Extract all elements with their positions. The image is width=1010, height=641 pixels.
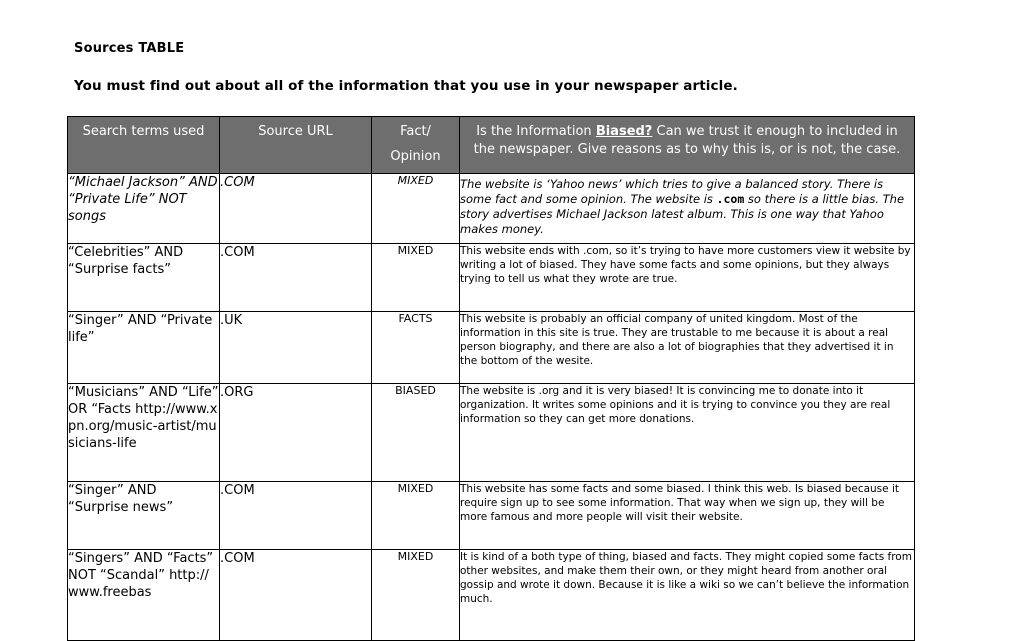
fact-opinion-cell: MIXED xyxy=(372,550,460,641)
source-url-cell: .COM xyxy=(220,174,372,244)
fact-opinion-cell: MIXED xyxy=(372,244,460,312)
table-row xyxy=(68,312,915,384)
header-fact-opinion xyxy=(372,117,460,174)
table-row xyxy=(68,174,915,244)
table-header-row xyxy=(68,117,915,174)
instruction-text: You must find out about all of the information that you use in your newspaper article. xyxy=(74,78,738,94)
search-terms-cell: “Celebrities” AND “Surprise facts” xyxy=(68,244,220,312)
header-biased xyxy=(460,117,915,174)
header-source-url: Source URL xyxy=(220,117,372,174)
header-fact-opinion-line2: Opinion xyxy=(390,149,441,164)
source-url-cell: .ORG xyxy=(220,384,372,482)
table-row xyxy=(68,482,915,550)
reason-bold-domain: .com xyxy=(716,192,745,206)
reason-text: The website is ‘Yahoo news’ which tries to give a balanced story. There is some fact and some opinion. The website is xyxy=(460,177,884,206)
search-terms-cell: “Singers” AND “Facts” NOT “Scandal” http://www.freebas xyxy=(68,550,220,641)
sources-table xyxy=(67,116,915,641)
source-url-cell: .COM xyxy=(220,550,372,641)
header-biased-word: Biased? xyxy=(595,124,653,139)
source-url-cell: .COM xyxy=(220,244,372,312)
reason-cell: This website is probably an official company of united kingdom. Most of the information in this site is true. They are trustable to me because it is about a real person biography, and there are also a lot of biographies that they advertised it in the bottom of the wesite. xyxy=(460,312,915,384)
reason-cell: This website ends with .com, so it’s trying to have more customers view it website by writing a lot of biased. They have some facts and some opinions, but they always trying to tell us what they wrote are true. xyxy=(460,244,915,312)
reason-cell: This website has some facts and some biased. I think this web. Is biased because it require sign up to see some information. That way when we sign up, they will be more famous and more people will visit their website. xyxy=(460,482,915,550)
header-biased-prefix: Is the Information xyxy=(476,124,596,139)
header-fact-opinion-line1: Fact/ xyxy=(400,124,431,139)
search-terms-cell: “Singer” AND “Surprise news” xyxy=(68,482,220,550)
reason-cell: The website is .org and it is very biased! It is convincing me to donate into it organization. It writes some opinions and it is trying to convince you they are real information so they can get more donations. xyxy=(460,384,915,482)
reason-cell xyxy=(460,174,915,244)
source-url-cell: .COM xyxy=(220,482,372,550)
reason-cell: It is kind of a both type of thing, biased and facts. They might copied some facts from other websites, and make them their own, or they might heard from another oral gossip and wrote it down. Because it is like a wiki so we can’t believe the information much. xyxy=(460,550,915,641)
table-row xyxy=(68,244,915,312)
fact-opinion-cell: BIASED xyxy=(372,384,460,482)
table-row xyxy=(68,384,915,482)
search-terms-cell: “Michael Jackson” AND “Private Life” NOT songs xyxy=(68,174,220,244)
fact-opinion-cell: FACTS xyxy=(372,312,460,384)
fact-opinion-cell: MIXED xyxy=(372,482,460,550)
source-url-cell: .UK xyxy=(220,312,372,384)
header-search-terms: Search terms used xyxy=(68,117,220,174)
header-biased-suffix: Can we trust it enough to included in the newspaper. Give reasons as to why this is, or is not, the case. xyxy=(473,124,901,157)
document-title: Sources TABLE xyxy=(74,41,185,56)
table-row xyxy=(68,550,915,641)
search-terms-cell: “Musicians” AND “Life” OR “Facts http://www.xpn.org/music-artist/musicians-life xyxy=(68,384,220,482)
reason-text: so there is a little bias. The story advertises Michael Jackson latest album. This is one way that Yahoo makes money. xyxy=(460,192,905,236)
fact-opinion-cell: MIXED xyxy=(372,174,460,244)
search-terms-cell: “Singer” AND “Private life” xyxy=(68,312,220,384)
